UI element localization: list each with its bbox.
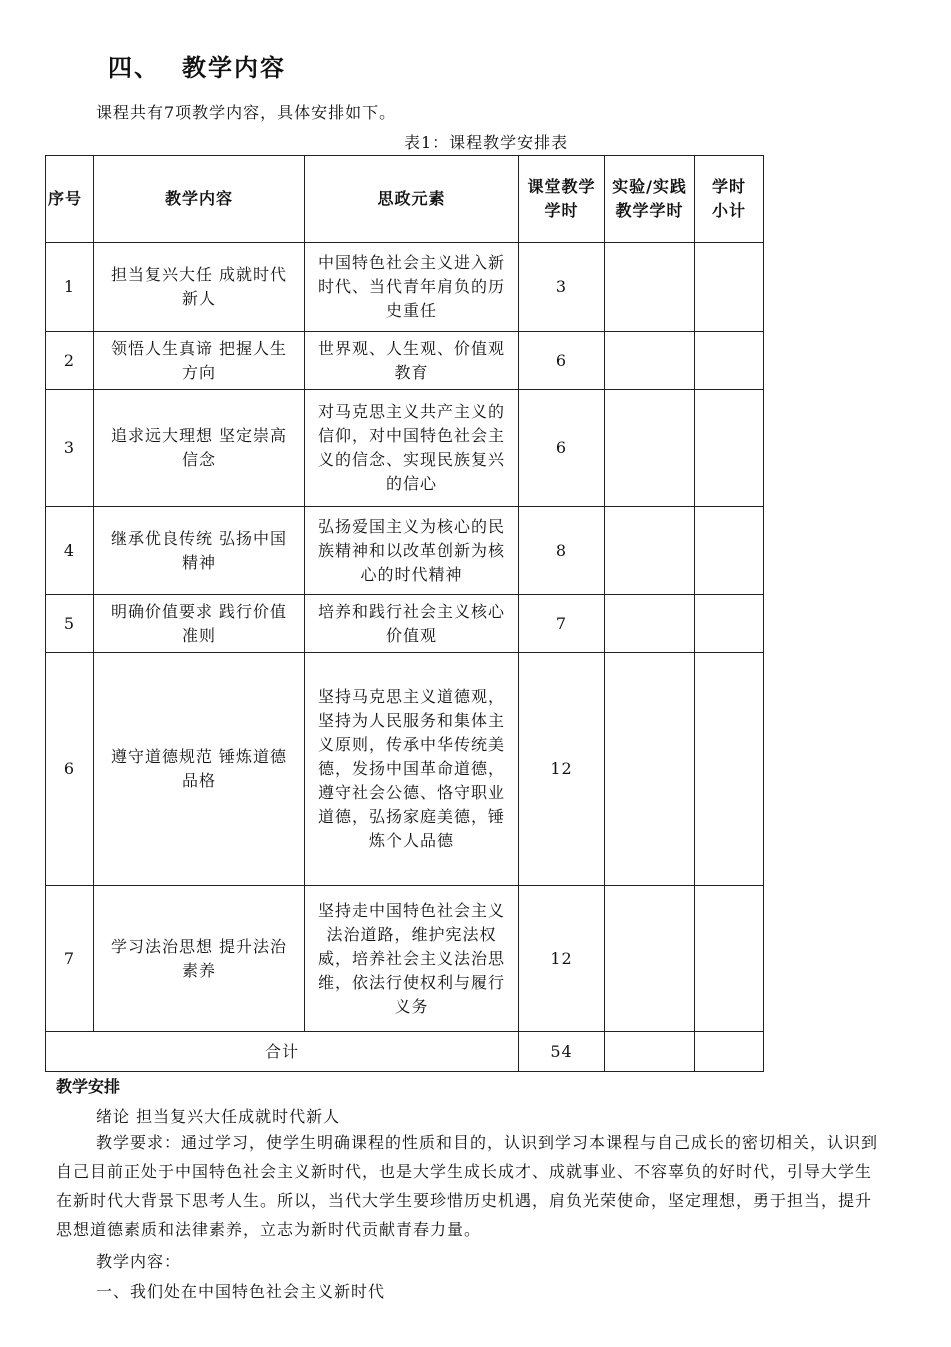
cell-seq: 3 (46, 390, 94, 507)
total-practice-hours (605, 1032, 695, 1072)
cell-content-text: 继承优良传统 弘扬中国精神 (110, 528, 288, 572)
table-row (46, 390, 764, 507)
table-header-row (46, 156, 764, 243)
section-title: 教学内容 (182, 54, 286, 82)
total-class-hours: 54 (519, 1032, 605, 1072)
cell-subtotal (695, 390, 764, 507)
cell-element-text: 培养和践行社会主义核心价值观 (317, 601, 505, 645)
cell-practice-hours (605, 243, 695, 332)
requirement-paragraph: 教学要求：通过学习，使学生明确课程的性质和目的，认识到学习本课程与自己成长的密切相关，认识到自己目前正处于中国特色社会主义新时代，也是大学生成长成才、成就事业、不容辜负的好时代，引导大学生在新时代大背景下思考人生。所以，当代大学生要珍惜历史机遇，肩负光荣使命，坚定理想，勇于担当，提升思想道德素质和法律素养，立志为新时代贡献青春力量。 (56, 1133, 879, 1239)
cell-seq: 2 (46, 332, 94, 390)
section-heading (108, 48, 286, 83)
cell-practice-hours (605, 886, 695, 1032)
cell-element (305, 886, 519, 1032)
table-row (46, 595, 764, 653)
cell-seq: 5 (46, 595, 94, 653)
cell-content-text: 担当复兴大任 成就时代新人 (110, 265, 288, 308)
cell-element (305, 653, 519, 886)
header-seq: 序号 (46, 156, 94, 243)
total-label: 合计 (46, 1032, 519, 1072)
table-row (46, 332, 764, 390)
header-practice-hours (605, 156, 695, 243)
cell-element (305, 595, 519, 653)
cell-class-hours: 6 (519, 332, 605, 390)
cell-element (305, 332, 519, 390)
header-class-hours (519, 156, 605, 243)
table-row (46, 243, 764, 332)
cell-class-hours: 8 (519, 507, 605, 595)
cell-subtotal (695, 595, 764, 653)
cell-element (305, 390, 519, 507)
cell-class-hours: 3 (519, 243, 605, 332)
content-item-1: 一、我们处在中国特色社会主义新时代 (96, 1282, 386, 1301)
section-number: 四、 (108, 54, 160, 82)
content-label: 教学内容： (96, 1252, 182, 1271)
cell-element (305, 243, 519, 332)
cell-content-text: 明确价值要求 践行价值准则 (110, 601, 288, 645)
cell-practice-hours (605, 390, 695, 507)
cell-class-hours: 12 (519, 886, 605, 1032)
cell-content-text: 学习法治思想 提升法治素养 (110, 936, 288, 980)
cell-content-text: 遵守道德规范 锤炼道德品格 (110, 747, 288, 790)
header-practice-hours-text: 实验/实践教学学时 (612, 177, 687, 220)
cell-seq: 4 (46, 507, 94, 595)
intro-text: 课程共有7项教学内容，具体安排如下。 (96, 103, 397, 122)
cell-class-hours: 7 (519, 595, 605, 653)
header-subtotal (695, 156, 764, 243)
table-caption: 表1：课程教学安排表 (404, 133, 569, 152)
cell-seq: 6 (46, 653, 94, 886)
course-schedule-table (45, 155, 764, 1072)
cell-content (94, 507, 305, 595)
cell-content (94, 243, 305, 332)
cell-subtotal (695, 653, 764, 886)
table-row (46, 653, 764, 886)
cell-element-text: 世界观、人生观、价值观教育 (317, 338, 505, 382)
cell-content (94, 595, 305, 653)
cell-seq: 7 (46, 886, 94, 1032)
cell-practice-hours (605, 595, 695, 653)
cell-class-hours: 6 (519, 390, 605, 507)
cell-practice-hours (605, 653, 695, 886)
cell-subtotal (695, 886, 764, 1032)
cell-practice-hours (605, 332, 695, 390)
cell-element (305, 507, 519, 595)
table-row (46, 507, 764, 595)
cell-content (94, 390, 305, 507)
header-class-hours-text: 课堂教学学时 (527, 177, 596, 220)
cell-element-text: 坚持走中国特色社会主义法治道路，维护宪法权威，培养社会主义法治思维，依法行使权利与履行义务 (317, 900, 505, 1016)
header-content: 教学内容 (94, 156, 305, 243)
cell-element-text: 弘扬爱国主义为核心的民族精神和以改革创新为核心的时代精神 (317, 516, 505, 584)
cell-content (94, 653, 305, 886)
cell-content-text: 追求远大理想 坚定崇高信念 (110, 426, 288, 469)
cell-content-text: 领悟人生真谛 把握人生方向 (110, 338, 288, 382)
cell-practice-hours (605, 507, 695, 595)
cell-class-hours: 12 (519, 653, 605, 886)
cell-subtotal (695, 332, 764, 390)
cell-element-text: 坚持马克思主义道德观，坚持为人民服务和集体主义原则，传承中华传统美德，发扬中国革命道德，遵守社会公德、恪守职业道德，弘扬家庭美德，锤炼个人品德 (317, 687, 505, 850)
cell-subtotal (695, 243, 764, 332)
total-subtotal (695, 1032, 764, 1072)
table-total-row (46, 1032, 764, 1072)
cell-subtotal (695, 507, 764, 595)
cell-seq: 1 (46, 243, 94, 332)
cell-element-text: 对马克思主义共产主义的信仰，对中国特色社会主义的信念、实现民族复兴的信心 (317, 402, 505, 493)
cell-content (94, 886, 305, 1032)
header-subtotal-text: 学时小计 (711, 177, 746, 220)
intro-line: 绪论 担当复兴大任成就时代新人 (96, 1107, 341, 1126)
cell-element-text: 中国特色社会主义进入新时代、当代青年肩负的历史重任 (317, 253, 505, 320)
arrangement-title: 教学安排 (56, 1077, 121, 1096)
cell-content (94, 332, 305, 390)
table-row (46, 886, 764, 1032)
header-element: 思政元素 (305, 156, 519, 243)
